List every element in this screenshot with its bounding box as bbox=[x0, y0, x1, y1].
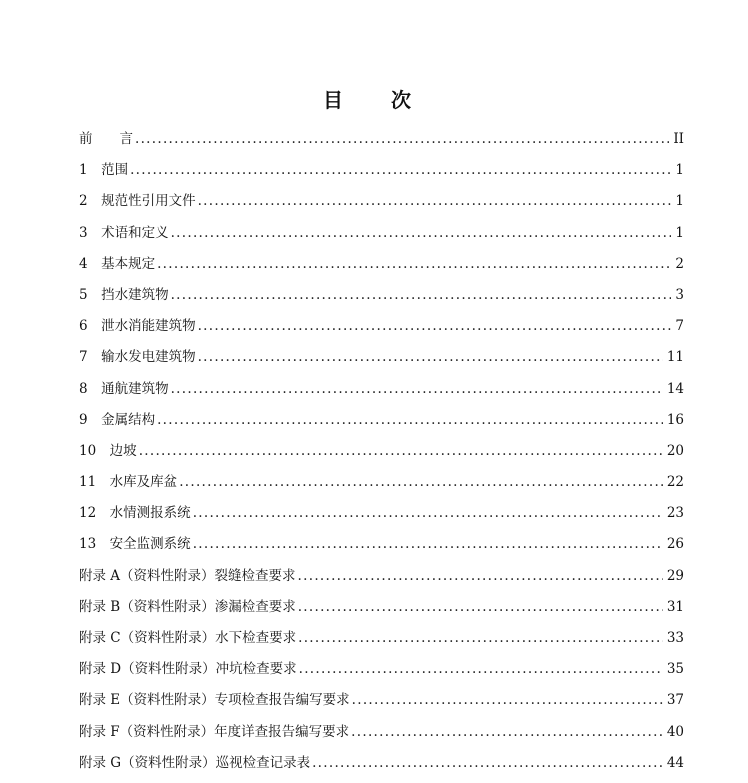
toc-leader-dots bbox=[157, 249, 671, 280]
toc-entry[interactable] bbox=[79, 654, 684, 685]
toc-leader-dots bbox=[171, 374, 663, 405]
toc-entry-label: 附录 D（资料性附录）冲坑检查要求 bbox=[79, 661, 297, 678]
toc-entry-label: 1 范围 bbox=[79, 162, 129, 179]
toc-entry-page-number: 7 bbox=[675, 318, 684, 335]
toc-entry[interactable] bbox=[79, 623, 684, 654]
toc-leader-dots bbox=[198, 311, 672, 342]
toc-leader-dots bbox=[298, 561, 663, 592]
toc-entry-page-number: 44 bbox=[666, 754, 684, 771]
toc-entry-label: 附录 C（资料性附录）水下检查要求 bbox=[79, 630, 297, 646]
toc-entry-page-number: 33 bbox=[666, 630, 684, 646]
toc-entry-label: 附录 G（资料性附录）巡视检查记录表 bbox=[79, 754, 311, 771]
toc-leader-dots bbox=[298, 592, 663, 623]
toc-entry-label: 4 基本规定 bbox=[79, 255, 156, 272]
toc-entry-label: 附录 F（资料性附录）年度详查报告编写要求 bbox=[79, 723, 350, 740]
toc-entry[interactable] bbox=[79, 561, 684, 592]
toc-leader-dots bbox=[352, 685, 663, 716]
toc-entry[interactable] bbox=[79, 405, 684, 436]
toc-entry-page-number: 1 bbox=[675, 193, 684, 210]
toc-entry-page-number: 2 bbox=[675, 255, 684, 272]
toc-entry[interactable] bbox=[79, 186, 684, 217]
toc-entry[interactable] bbox=[79, 467, 684, 498]
toc-entry-page-number: 14 bbox=[666, 380, 684, 397]
page-title: 目 次 bbox=[323, 88, 425, 112]
toc-entry[interactable] bbox=[79, 592, 684, 623]
toc-leader-dots bbox=[139, 436, 663, 467]
toc-entry[interactable] bbox=[79, 748, 684, 779]
toc-entry-label: 12 水情测报系统 bbox=[79, 505, 191, 522]
toc-entry[interactable] bbox=[79, 529, 684, 560]
toc-leader-dots bbox=[299, 654, 663, 685]
toc-entry-page-number: 1 bbox=[675, 224, 684, 241]
toc-entry-label: 10 边坡 bbox=[79, 442, 137, 459]
toc-entry-page-number: 1 bbox=[675, 162, 684, 179]
toc-entry[interactable] bbox=[79, 218, 684, 249]
toc-entry-label: 2 规范性引用文件 bbox=[79, 193, 196, 210]
toc-leader-dots bbox=[312, 748, 663, 779]
toc-leader-dots bbox=[171, 280, 672, 311]
toc-entry-label: 前 言 bbox=[79, 131, 133, 147]
toc-entry-page-number: II bbox=[673, 131, 684, 147]
toc-entry-page-number: 20 bbox=[666, 442, 684, 459]
toc-entry-label: 5 挡水建筑物 bbox=[79, 286, 169, 303]
toc-entry-label: 7 输水发电建筑物 bbox=[79, 349, 196, 366]
toc-leader-dots bbox=[130, 155, 671, 186]
toc-entry[interactable] bbox=[79, 342, 684, 373]
toc-entry[interactable] bbox=[79, 249, 684, 280]
toc-entry-page-number: 40 bbox=[666, 723, 684, 740]
toc-entry-label: 附录 A（资料性附录）裂缝检查要求 bbox=[79, 567, 296, 584]
toc-entry-label: 9 金属结构 bbox=[79, 411, 156, 428]
toc-entry-label: 3 术语和定义 bbox=[79, 224, 169, 241]
toc-entry[interactable] bbox=[79, 311, 684, 342]
toc-entry[interactable] bbox=[79, 155, 684, 186]
toc-entry-page-number: 16 bbox=[666, 411, 684, 428]
toc-entry[interactable] bbox=[79, 498, 684, 529]
toc-entry[interactable] bbox=[79, 124, 684, 155]
toc-leader-dots bbox=[135, 124, 669, 155]
toc-entry-page-number: 29 bbox=[666, 567, 684, 584]
table-of-contents bbox=[79, 124, 684, 779]
toc-entry-page-number: 3 bbox=[675, 286, 684, 303]
toc-leader-dots bbox=[193, 498, 663, 529]
toc-entry-label: 13 安全监测系统 bbox=[79, 536, 191, 553]
toc-leader-dots bbox=[171, 218, 672, 249]
toc-entry-page-number: 35 bbox=[666, 661, 684, 678]
toc-entry[interactable] bbox=[79, 717, 684, 748]
toc-entry[interactable] bbox=[79, 436, 684, 467]
toc-entry[interactable] bbox=[79, 280, 684, 311]
toc-leader-dots bbox=[157, 405, 663, 436]
toc-entry[interactable] bbox=[79, 685, 684, 716]
toc-entry-page-number: 11 bbox=[666, 349, 684, 366]
toc-entry-page-number: 37 bbox=[666, 692, 684, 709]
toc-entry-page-number: 22 bbox=[666, 474, 684, 491]
toc-leader-dots bbox=[198, 342, 663, 373]
toc-entry-label: 6 泄水消能建筑物 bbox=[79, 318, 196, 335]
toc-entry-page-number: 23 bbox=[666, 505, 684, 522]
toc-leader-dots bbox=[193, 529, 663, 560]
toc-entry-page-number: 26 bbox=[666, 536, 684, 553]
toc-leader-dots bbox=[198, 186, 672, 217]
toc-entry-label: 附录 E（资料性附录）专项检查报告编写要求 bbox=[79, 692, 350, 709]
toc-leader-dots bbox=[179, 467, 663, 498]
toc-entry-label: 8 通航建筑物 bbox=[79, 380, 169, 397]
toc-leader-dots bbox=[351, 717, 663, 748]
toc-entry-label: 附录 B（资料性附录）渗漏检查要求 bbox=[79, 598, 296, 615]
toc-entry-page-number: 31 bbox=[666, 598, 684, 615]
toc-entry-label: 11 水库及库盆 bbox=[79, 474, 178, 491]
toc-entry[interactable] bbox=[79, 374, 684, 405]
toc-leader-dots bbox=[298, 623, 663, 654]
